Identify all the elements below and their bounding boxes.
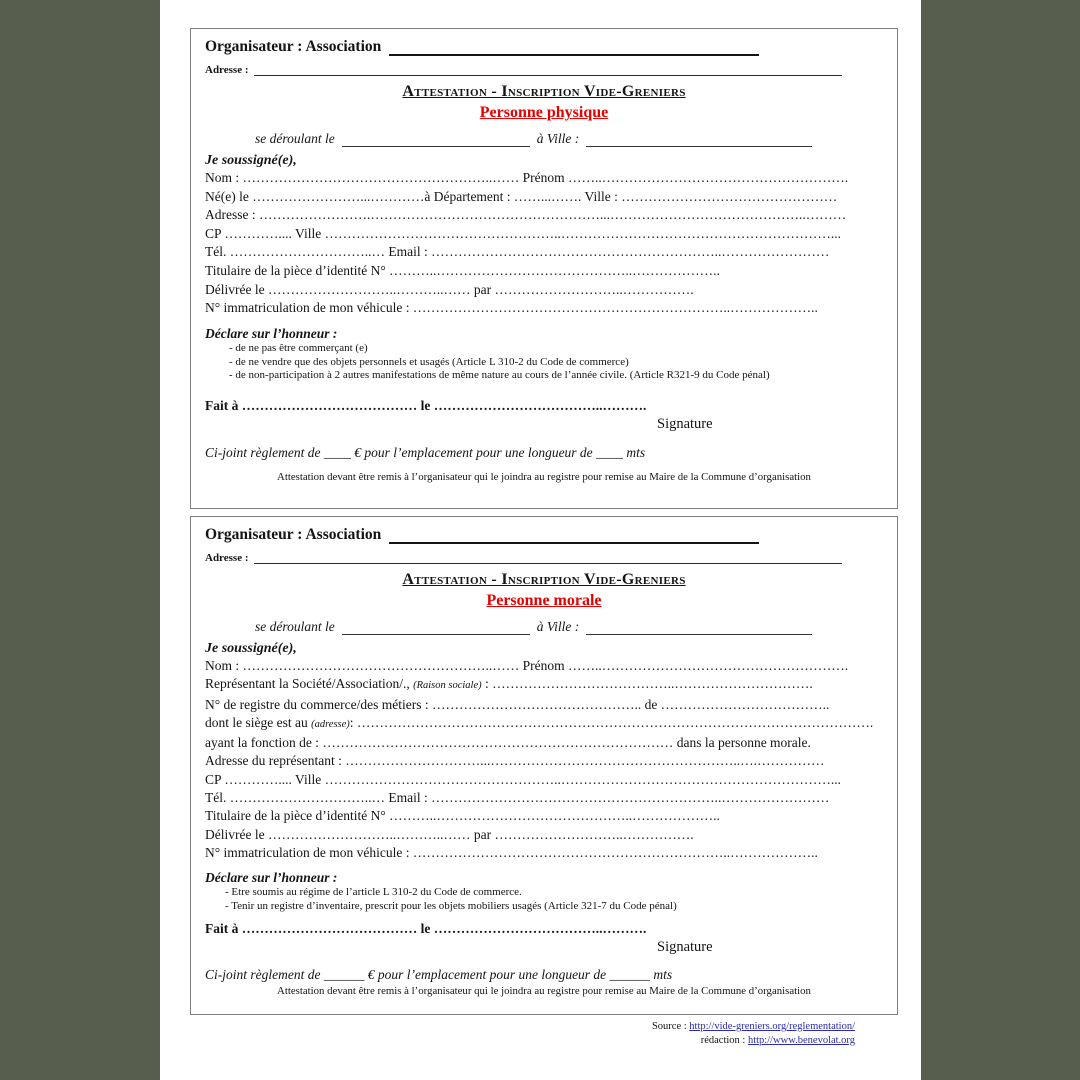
field-immatriculation: N° immatriculation de mon véhicule : ……………………………………………………………..……………….. — [205, 844, 818, 860]
attestation-footnote: Attestation devant être remis à l’organisateur qui le joindra au registre pour remise au Maire de la Commune d’organisation — [277, 984, 811, 997]
field-fonction: ayant la fonction de : …………………………………………………………………… dans la personne morale. — [205, 735, 811, 751]
soussigne-heading: Je soussigné(e), — [205, 641, 297, 656]
field-tel-email: Tél. …………………………..… Email : ………………………………………………………..…………………… — [205, 244, 830, 260]
fait-a-le-line: Fait à ………………………………… le ………………………………..………. — [205, 920, 647, 936]
field-tel-email: Tél. …………………………..… Email : ………………………………………………………..…………………… — [205, 790, 830, 806]
declare-item: - Etre soumis au régime de l’article L 310-2 du Code de commerce. — [225, 886, 522, 899]
event-date-blank-line — [342, 134, 530, 147]
organisateur-label: Organisateur : Association — [205, 526, 382, 543]
redaction-link[interactable]: http://www.benevolat.org — [747, 1034, 855, 1046]
source-line — [652, 1020, 855, 1034]
attestation-form-personne-morale — [190, 516, 898, 1015]
field-registre-commerce: N° de registre du commerce/des métiers : ……………………………………….. de ……………………………….. — [205, 696, 830, 712]
field-naissance: Né(e) le ……………………...…………à Département : ……...……. Ville : ………………………………………… — [205, 188, 838, 204]
field-cp-ville: CP ………….... Ville ……………………………………………..……………………………………………………... — [205, 225, 841, 241]
adresse-blank-line — [254, 65, 842, 76]
adresse-note: (adresse) — [311, 718, 350, 730]
attestation-footnote: Attestation devant être remis à l’organisateur qui le joindra au registre pour remise au Maire de la Commune d’organisation — [277, 471, 811, 484]
field-delivree-par: Délivrée le ………………………..………..…… par ………………………..……………. — [205, 281, 694, 297]
event-ville-blank-line — [586, 134, 812, 147]
field-nom-prenom: Nom : ………………………………………………..…… Prénom ……..………………………………………………. — [205, 658, 849, 673]
declare-item: - Tenir un registre d’inventaire, prescrit pour les objets mobiliers usagés (Article 321-7 du Code pénal) — [225, 900, 677, 913]
reglement-line: Ci-joint règlement de ____ € pour l’emplacement pour une longueur de ____ mts — [205, 445, 646, 461]
siege-label: dont le siège est au — [205, 714, 312, 730]
field-adresse-representant: Adresse du représentant : …………………………...………………………………………………..….…………… — [205, 753, 825, 769]
organisateur-blank-line — [389, 527, 759, 544]
source-label: Source : — [651, 1021, 690, 1032]
declare-honneur-heading: Déclare sur l’honneur : — [205, 325, 338, 341]
field-nom-prenom: Nom : ………………………………………………..…… Prénom ……..………………………………………………. — [205, 170, 849, 185]
field-piece-identite: Titulaire de la pièce d’identité N° ………..……………………………………..……………….. — [205, 262, 720, 278]
form-title: Attestation - Inscription Vide-Greniers — [402, 571, 686, 588]
document-page — [160, 0, 921, 1080]
signature-label: Signature — [657, 416, 713, 433]
field-representant — [205, 675, 883, 695]
redaction-label: rédaction : — [700, 1034, 748, 1046]
fait-a-le-line: Fait à ………………………………… le ………………………………..………. — [205, 398, 647, 414]
organisateur-blank-line — [389, 39, 759, 56]
redaction-line — [652, 1034, 855, 1048]
field-adresse: Adresse : …………………….……………………………………………...……………………………………..……… — [205, 207, 847, 223]
adresse-label: Adresse : — [205, 552, 249, 564]
source-footer — [652, 1020, 855, 1047]
reglement-line: Ci-joint règlement de ______ € pour l’emplacement pour une longueur de ______ mts — [205, 966, 673, 982]
source-link[interactable]: http://vide-greniers.org/reglementation/ — [689, 1021, 855, 1032]
attestation-form-personne-physique — [190, 28, 898, 509]
soussigne-heading: Je soussigné(e), — [205, 153, 297, 168]
organisateur-line — [205, 38, 883, 56]
declare-item: - de non-participation à 2 autres manifestations de même nature au cours de l’année civile. (Article R321-9 du Code pénal) — [229, 369, 770, 382]
event-date-label: se déroulant le — [255, 131, 335, 146]
representant-label: Représentant la Société/Association/., — [205, 676, 414, 692]
declare-item: - de ne vendre que des objets personnels et usagés (Article L 310-2 du Code de commerce) — [229, 355, 629, 368]
field-cp-ville: CP ………….... Ville ……………………………………………..……………………………………………………... — [205, 771, 841, 787]
declare-item: - de ne pas être commerçant (e) — [229, 341, 368, 354]
form-subtitle-personne-physique: Personne physique — [479, 104, 609, 121]
adresse-line — [205, 552, 883, 564]
adresse-label: Adresse : — [205, 64, 249, 76]
declare-honneur-heading: Déclare sur l’honneur : — [205, 870, 338, 886]
event-date-line — [205, 619, 883, 635]
organisateur-label: Organisateur : Association — [205, 38, 382, 55]
field-piece-identite: Titulaire de la pièce d’identité N° ………..……………………………………..……………….. — [205, 808, 720, 824]
event-ville-label: à Ville : — [536, 619, 580, 634]
adresse-line — [205, 64, 883, 76]
organisateur-line — [205, 526, 883, 544]
field-siege-social — [205, 714, 883, 734]
form-title: Attestation - Inscription Vide-Greniers — [402, 83, 686, 100]
form-subtitle-personne-morale: Personne morale — [486, 592, 602, 609]
field-delivree-par: Délivrée le ………………………..………..…… par ………………………..……………. — [205, 826, 694, 842]
field-immatriculation: N° immatriculation de mon véhicule : ……………………………………………………………..……………….. — [205, 300, 818, 316]
siege-dots: : ……………………………………………………………………………………………………. — [349, 714, 874, 730]
representant-dots: : …………………………………..…………………………. — [481, 676, 813, 692]
event-ville-label: à Ville : — [536, 131, 580, 146]
raison-sociale-note: (Raison sociale) — [413, 680, 482, 692]
event-date-line — [205, 131, 883, 147]
adresse-blank-line — [254, 553, 842, 564]
event-date-label: se déroulant le — [255, 619, 335, 634]
signature-label: Signature — [657, 938, 713, 955]
event-date-blank-line — [342, 622, 530, 635]
event-ville-blank-line — [586, 622, 812, 635]
